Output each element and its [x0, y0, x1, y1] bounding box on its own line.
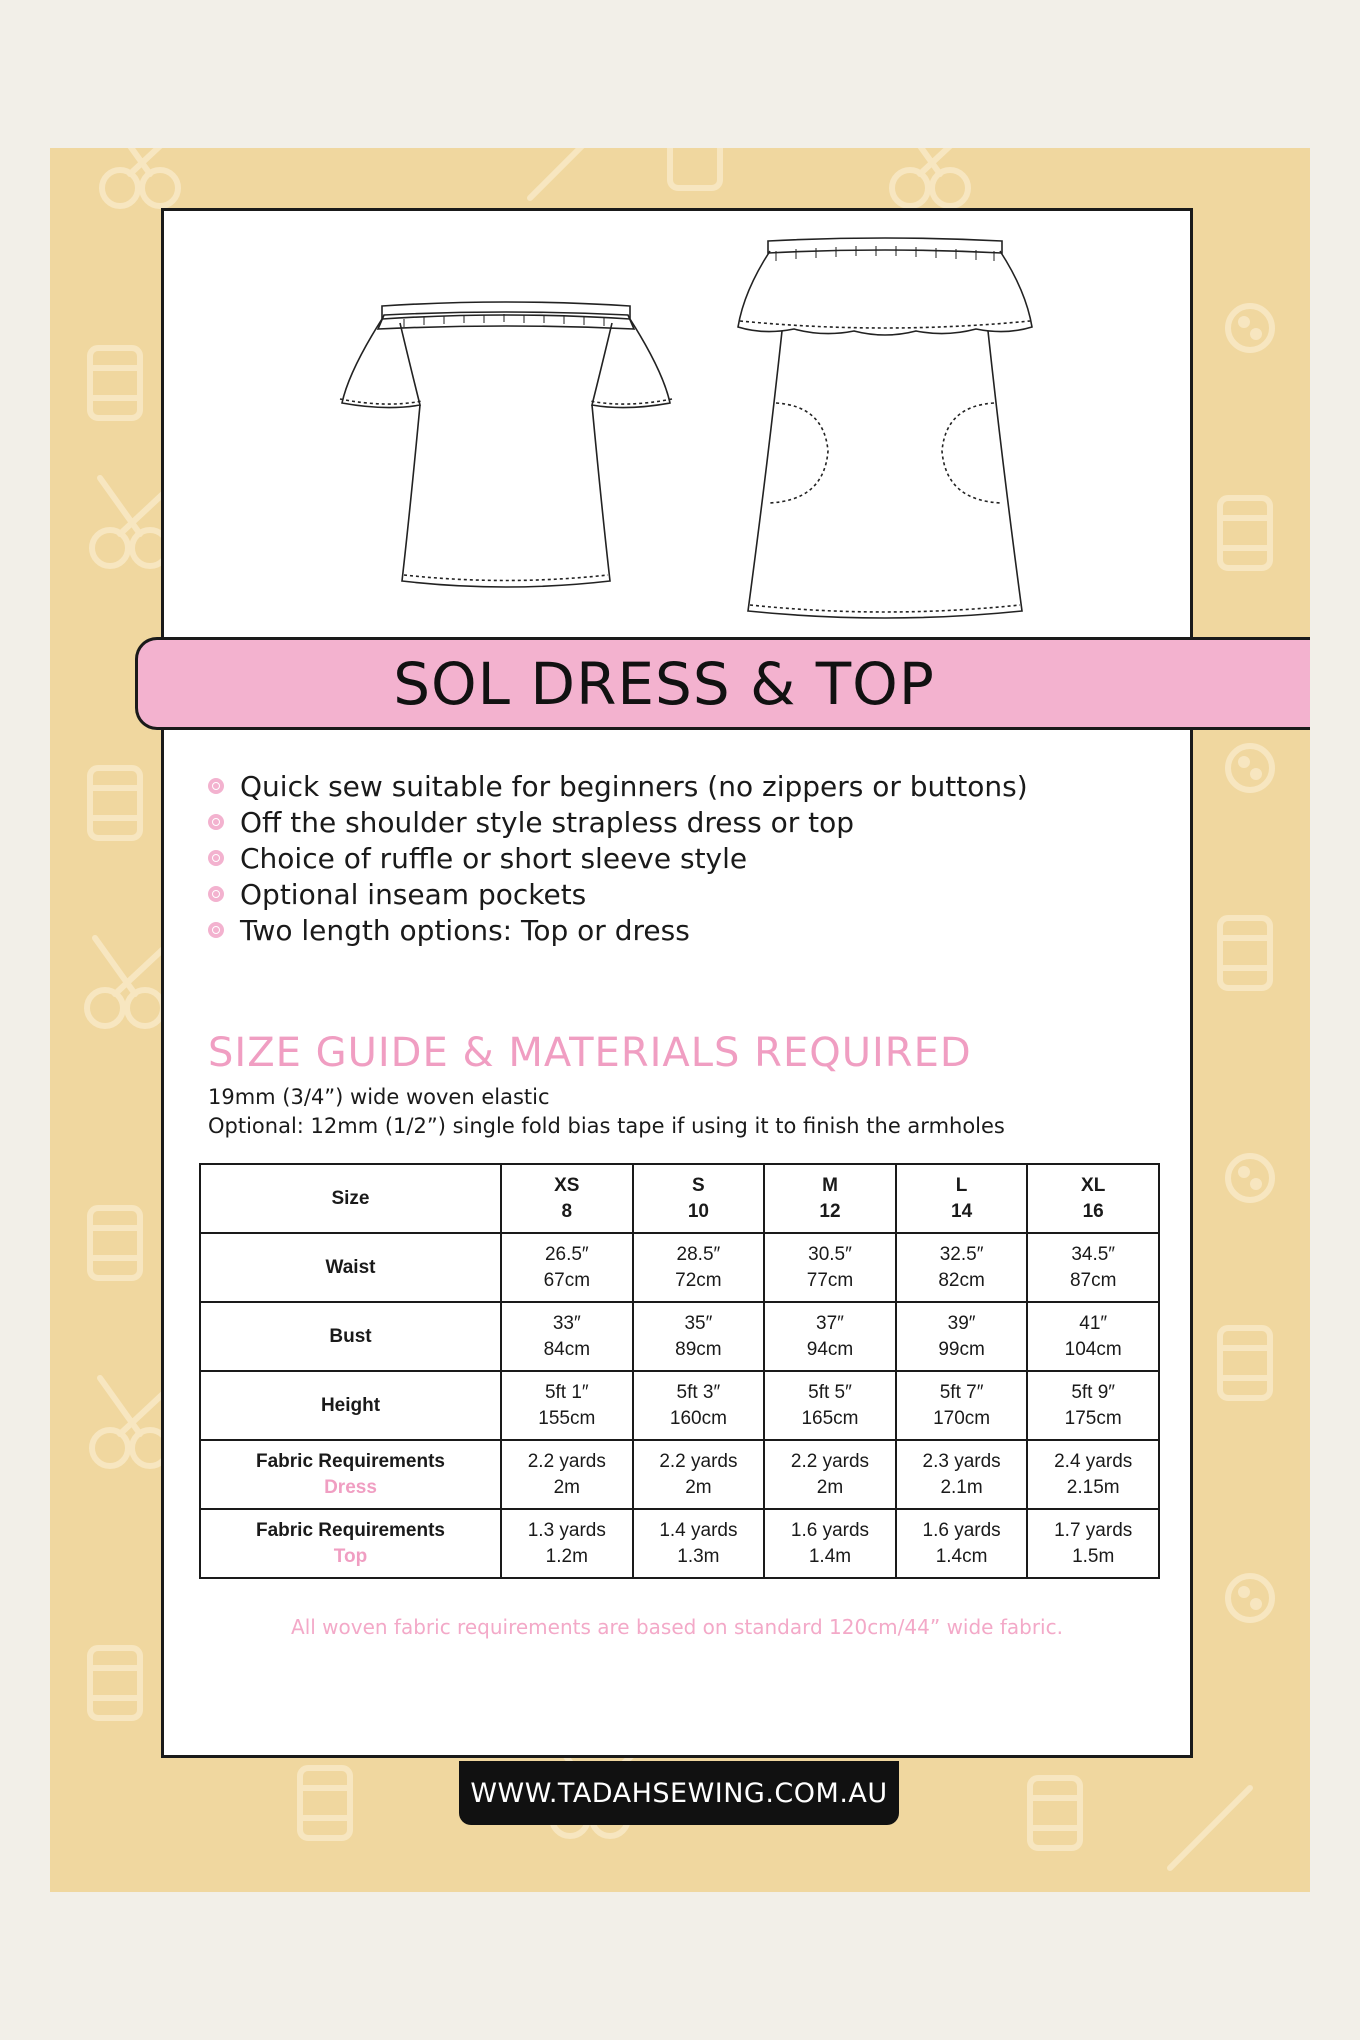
bullet-icon — [208, 886, 224, 902]
table-cell: 28.5″ 72cm — [633, 1233, 765, 1302]
spool-icon — [90, 348, 140, 418]
table-row — [200, 1371, 1159, 1440]
button-icon — [1228, 1576, 1272, 1620]
table-cell: 1.4 yards 1.3m — [633, 1509, 765, 1578]
table-cell: 5ft 1″ 155cm — [501, 1371, 633, 1440]
section-title: SIZE GUIDE & MATERIALS REQUIRED — [208, 1030, 972, 1076]
table-cell: 34.5″ 87cm — [1027, 1233, 1159, 1302]
list-item — [208, 912, 1028, 948]
table-cell: 35″ 89cm — [633, 1302, 765, 1371]
bullet-icon — [208, 778, 224, 794]
table-cell: 30.5″ 77cm — [764, 1233, 896, 1302]
garment-illustrations — [164, 211, 1190, 671]
table-cell: 33″ 84cm — [501, 1302, 633, 1371]
title-banner — [135, 637, 1310, 730]
table-row — [200, 1440, 1159, 1509]
table-row — [200, 1509, 1159, 1578]
table-cell: 5ft 5″ 165cm — [764, 1371, 896, 1440]
list-item — [208, 804, 1028, 840]
table-cell: 2.2 yards 2m — [501, 1440, 633, 1509]
page-title: SOL DRESS & TOP — [393, 649, 935, 718]
spool-icon — [1220, 918, 1270, 988]
table-row — [200, 1233, 1159, 1302]
row-sublabel: Dress — [324, 1476, 377, 1498]
website-link[interactable]: WWW.TADAHSEWING.COM.AU — [459, 1761, 899, 1825]
bullet-icon — [208, 850, 224, 866]
row-sublabel: Top — [333, 1545, 368, 1567]
row-label: Fabric Requirements Dress — [200, 1440, 501, 1509]
needle-icon — [1170, 1788, 1250, 1868]
button-icon — [1228, 1156, 1272, 1200]
list-item — [208, 768, 1028, 804]
column-header: M 12 — [764, 1164, 896, 1233]
spool-icon — [90, 768, 140, 838]
spool-icon — [1220, 1328, 1270, 1398]
spool-icon — [90, 1648, 140, 1718]
scissors-icon — [102, 148, 190, 206]
table-cell: 5ft 3″ 160cm — [633, 1371, 765, 1440]
row-label: Waist — [200, 1233, 501, 1302]
column-header: L 14 — [896, 1164, 1028, 1233]
column-header: XL 16 — [1027, 1164, 1159, 1233]
table-cell: 2.2 yards 2m — [633, 1440, 765, 1509]
spool-icon — [90, 1208, 140, 1278]
spool-icon — [1220, 498, 1270, 568]
list-item — [208, 876, 1028, 912]
feature-text: Choice of ruffle or short sleeve style — [240, 841, 748, 875]
column-header: XS 8 — [501, 1164, 633, 1233]
table-cell: 1.6 yards 1.4m — [764, 1509, 896, 1578]
table-cell: 41″ 104cm — [1027, 1302, 1159, 1371]
table-cell: 2.2 yards 2m — [764, 1440, 896, 1509]
fabric-note: All woven fabric requirements are based on standard 120cm/44” wide fabric. — [291, 1615, 1063, 1639]
feature-list — [208, 768, 1028, 948]
table-cell: 32.5″ 82cm — [896, 1233, 1028, 1302]
table-cell: 26.5″ 67cm — [501, 1233, 633, 1302]
feature-text: Optional inseam pockets — [240, 877, 587, 911]
feature-text: Off the shoulder style strapless dress or top — [240, 805, 855, 839]
button-icon — [1228, 746, 1272, 790]
bullet-icon — [208, 922, 224, 938]
column-header: S 10 — [633, 1164, 765, 1233]
row-label: Height — [200, 1371, 501, 1440]
table-cell: 5ft 7″ 170cm — [896, 1371, 1028, 1440]
list-item — [208, 840, 1028, 876]
button-icon — [1228, 306, 1272, 350]
row-label: Fabric Requirements Top — [200, 1509, 501, 1578]
table-cell: 37″ 94cm — [764, 1302, 896, 1371]
table-cell: 5ft 9″ 175cm — [1027, 1371, 1159, 1440]
table-header-row — [200, 1164, 1159, 1233]
dress-illustration — [738, 238, 1032, 618]
bullet-icon — [208, 814, 224, 830]
table-cell: 1.7 yards 1.5m — [1027, 1509, 1159, 1578]
spool-icon — [300, 1768, 350, 1838]
size-table — [199, 1163, 1160, 1579]
table-cell: 1.3 yards 1.2m — [501, 1509, 633, 1578]
spool-icon — [670, 148, 720, 188]
scissors-icon — [892, 148, 980, 206]
feature-text: Quick sew suitable for beginners (no zippers or buttons) — [240, 769, 1028, 803]
table-cell: 2.3 yards 2.1m — [896, 1440, 1028, 1509]
top-illustration — [340, 302, 672, 587]
spool-icon — [1030, 1778, 1080, 1848]
table-corner-header: Size — [200, 1164, 501, 1233]
material-line: 19mm (3/4”) wide woven elastic — [208, 1085, 550, 1109]
feature-text: Two length options: Top or dress — [240, 913, 690, 947]
needle-icon — [530, 148, 590, 198]
row-label: Bust — [200, 1302, 501, 1371]
table-row — [200, 1302, 1159, 1371]
table-cell: 1.6 yards 1.4cm — [896, 1509, 1028, 1578]
table-cell: 39″ 99cm — [896, 1302, 1028, 1371]
material-line: Optional: 12mm (1/2”) single fold bias tape if using it to finish the armholes — [208, 1114, 1005, 1138]
table-cell: 2.4 yards 2.15m — [1027, 1440, 1159, 1509]
